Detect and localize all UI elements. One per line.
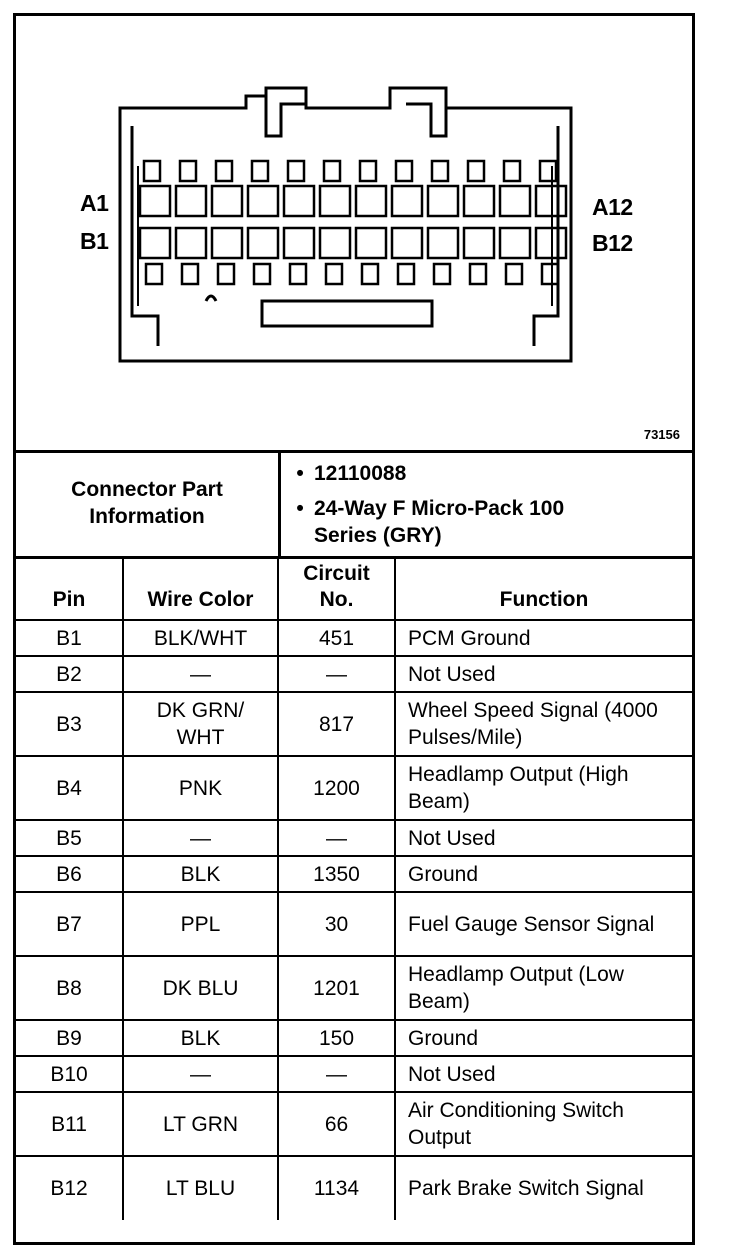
circuit-no-cell: — [278, 1056, 395, 1092]
info-item-description: • 24-Way F Micro-Pack 100 Series (GRY) [296, 497, 565, 547]
circuit-no-cell: 150 [278, 1020, 395, 1056]
bottom-terminal-tab [182, 264, 198, 284]
top-terminal-tab [144, 161, 160, 181]
bottom-terminal-tab [218, 264, 234, 284]
cavity-row-b [320, 228, 350, 258]
top-terminal-tab [432, 161, 448, 181]
function-cell: Wheel Speed Signal (4000 Pulses/Mile) [395, 692, 692, 756]
function-cell: Not Used [395, 656, 692, 692]
function-cell: PCM Ground [395, 620, 692, 656]
connector-drawing [16, 16, 692, 450]
top-terminal-tab [504, 161, 520, 181]
circuit-no-cell: 66 [278, 1092, 395, 1156]
bottom-terminal-tab [542, 264, 558, 284]
cavity-row-b [176, 228, 206, 258]
cavity-row-b [392, 228, 422, 258]
bottom-terminal-tab [362, 264, 378, 284]
function-cell: Not Used [395, 820, 692, 856]
wire-color-cell: BLK [123, 856, 278, 892]
cavity-row-b [212, 228, 242, 258]
header-pin: Pin [16, 556, 123, 620]
bottom-terminal-tab [290, 264, 306, 284]
pin-cell: B3 [16, 692, 123, 756]
bottom-terminal-tab [506, 264, 522, 284]
cavity-row-a [464, 186, 494, 216]
cavity-row-b [140, 228, 170, 258]
key-slot [262, 301, 432, 326]
connector-part-info-list [286, 460, 686, 549]
pin-cell: B4 [16, 756, 123, 820]
pin-label-b12: B12 [592, 230, 633, 256]
pin-cell: B11 [16, 1092, 123, 1156]
cavity-row-b [248, 228, 278, 258]
cavity-row-a [248, 186, 278, 216]
top-terminal-tab [216, 161, 232, 181]
wire-color-cell: BLK/WHT [123, 620, 278, 656]
top-terminal-tab [468, 161, 484, 181]
table-row [16, 892, 692, 956]
circuit-no-cell: 451 [278, 620, 395, 656]
circuit-no-cell: 1350 [278, 856, 395, 892]
wire-color-cell: — [123, 820, 278, 856]
function-cell: Fuel Gauge Sensor Signal [395, 892, 692, 956]
wire-color-cell: BLK [123, 1020, 278, 1056]
top-terminal-tab [288, 161, 304, 181]
cavity-row-a [212, 186, 242, 216]
function-cell: Ground [395, 1020, 692, 1056]
circuit-no-cell: — [278, 820, 395, 856]
connector-housing-outline [120, 88, 571, 361]
bottom-terminal-tab [398, 264, 414, 284]
connector-part-info [16, 450, 692, 559]
bottom-terminal-tab [326, 264, 342, 284]
cavity-row-a [140, 186, 170, 216]
header-wire-color: Wire Color [123, 556, 278, 620]
wire-color-cell: DK GRN/ WHT [123, 692, 278, 756]
header-function: Function [395, 556, 692, 620]
function-cell: Air Conditioning Switch Output [395, 1092, 692, 1156]
pin-cell: B2 [16, 656, 123, 692]
table-row [16, 1092, 692, 1156]
function-cell: Park Brake Switch Signal [395, 1156, 692, 1220]
figure-number: 73156 [643, 427, 680, 442]
circuit-no-cell: 1134 [278, 1156, 395, 1220]
cavity-grid [140, 161, 566, 284]
connector-sheet [13, 13, 695, 1245]
table-row [16, 756, 692, 820]
table-row [16, 956, 692, 1020]
table-body [16, 620, 692, 1220]
cavity-row-a [356, 186, 386, 216]
wire-color-cell: DK BLU [123, 956, 278, 1020]
pin-cell: B10 [16, 1056, 123, 1092]
polarization-notch [206, 296, 216, 301]
wire-color-cell: — [123, 1056, 278, 1092]
table-header-row [16, 556, 692, 620]
circuit-no-cell: 817 [278, 692, 395, 756]
bottom-terminal-tab [434, 264, 450, 284]
bottom-terminal-tab [254, 264, 270, 284]
left-latch [266, 88, 306, 136]
cavity-row-a [284, 186, 314, 216]
cavity-row-a [320, 186, 350, 216]
function-cell: Ground [395, 856, 692, 892]
table-row [16, 620, 692, 656]
function-cell: Headlamp Output (High Beam) [395, 756, 692, 820]
table-row [16, 1156, 692, 1220]
top-terminal-tab [540, 161, 556, 181]
top-terminal-tab [324, 161, 340, 181]
connector-diagram [16, 16, 692, 453]
cavity-row-b [464, 228, 494, 258]
circuit-no-cell: 1201 [278, 956, 395, 1020]
table-row [16, 692, 692, 756]
cavity-row-a [176, 186, 206, 216]
wire-color-cell: — [123, 656, 278, 692]
pin-cell: B8 [16, 956, 123, 1020]
bottom-terminal-tab [470, 264, 486, 284]
cavity-row-a [428, 186, 458, 216]
pin-cell: B6 [16, 856, 123, 892]
top-terminal-tab [360, 161, 376, 181]
pin-label-b1: B1 [80, 228, 109, 254]
pin-cell: B9 [16, 1020, 123, 1056]
cavity-row-b [500, 228, 530, 258]
wire-color-cell: LT GRN [123, 1092, 278, 1156]
circuit-no-cell: 30 [278, 892, 395, 956]
function-cell: Not Used [395, 1056, 692, 1092]
pinout-table [16, 556, 692, 1220]
top-terminal-tab [180, 161, 196, 181]
cavity-row-b [356, 228, 386, 258]
cavity-row-b [284, 228, 314, 258]
table-row [16, 656, 692, 692]
connector-part-info-label: Connector Part Information [16, 450, 281, 556]
top-terminal-tab [252, 161, 268, 181]
pin-cell: B7 [16, 892, 123, 956]
circuit-no-cell: — [278, 656, 395, 692]
pin-cell: B12 [16, 1156, 123, 1220]
table-row [16, 1020, 692, 1056]
wire-color-cell: PNK [123, 756, 278, 820]
wire-color-cell: PPL [123, 892, 278, 956]
info-item-part-number: • 12110088 [296, 462, 407, 485]
table-row [16, 1056, 692, 1092]
table-row [16, 856, 692, 892]
function-cell: Headlamp Output (Low Beam) [395, 956, 692, 1020]
cavity-row-b [428, 228, 458, 258]
bottom-terminal-tab [146, 264, 162, 284]
pin-cell: B5 [16, 820, 123, 856]
wire-color-cell: LT BLU [123, 1156, 278, 1220]
right-latch [406, 88, 446, 136]
cavity-row-a [392, 186, 422, 216]
circuit-no-cell: 1200 [278, 756, 395, 820]
header-circuit-no: Circuit No. [278, 556, 395, 620]
pin-label-a1: A1 [80, 190, 109, 216]
pin-label-a12: A12 [592, 194, 633, 220]
cavity-row-a [500, 186, 530, 216]
table-row [16, 820, 692, 856]
pin-cell: B1 [16, 620, 123, 656]
top-terminal-tab [396, 161, 412, 181]
